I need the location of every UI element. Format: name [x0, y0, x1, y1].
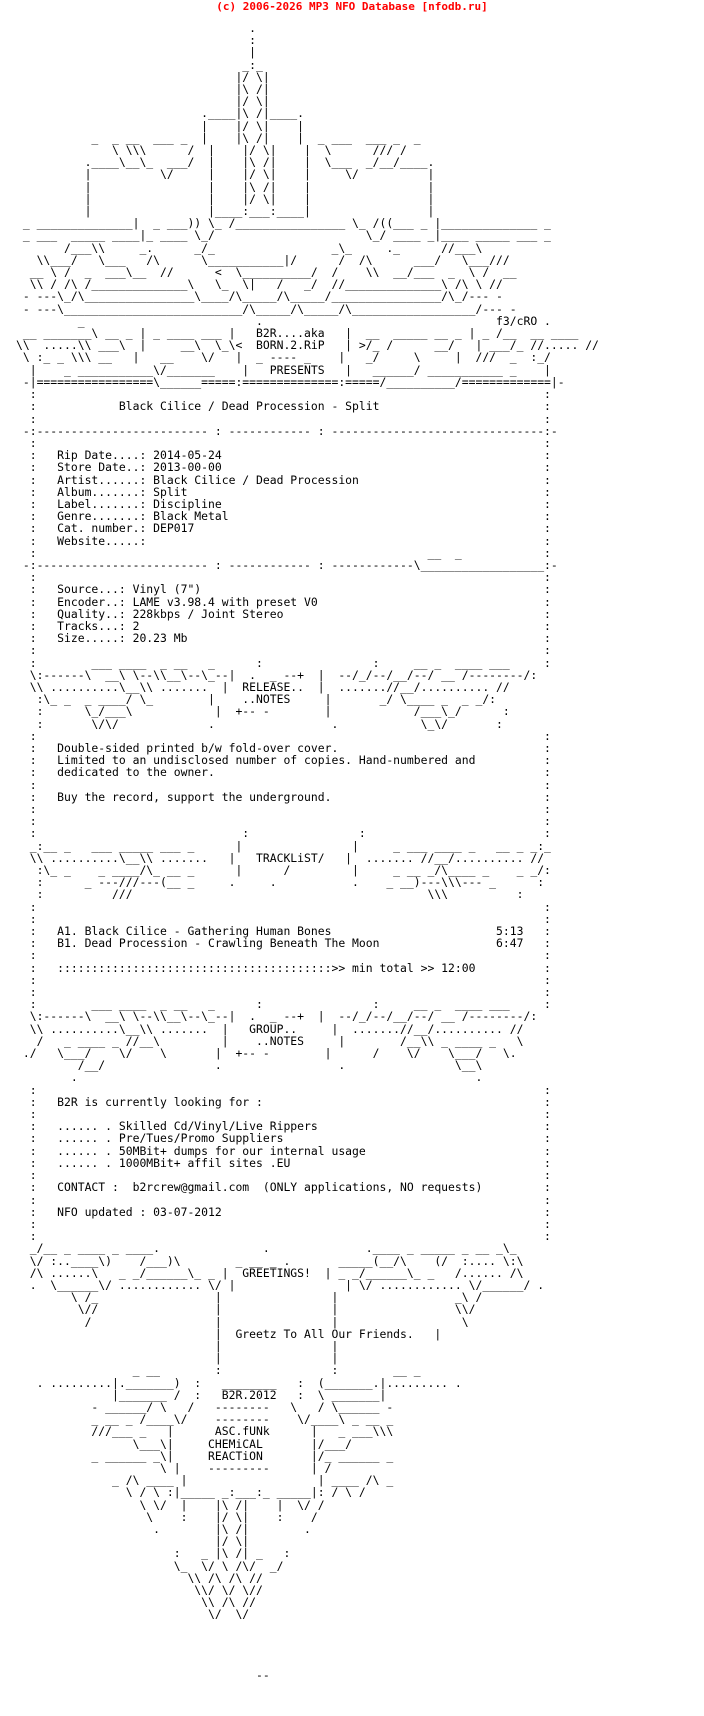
nfo-line: |\ /|: [16, 82, 270, 97]
nfo-line: \\ ..........\__\\ ....... | RELEASE.. | .......//__/.......... //: [16, 679, 510, 694]
nfo-line: _ . f3/cRO .: [16, 313, 551, 328]
nfo-line: \ :_ _ \\\ __ | __ \/ | _ ---- _ | _/ \ | /// _ :_/: [16, 350, 551, 365]
nfo-line: | |____:___:____| |: [16, 204, 435, 219]
nfo-line: : :: [16, 1216, 551, 1231]
nfo-line: |/ \|: [16, 1534, 250, 1549]
nfo-line: . .: [16, 1070, 483, 1085]
nfo-line: : Limited to an undisclosed number of copies. Hand-numbered and :: [16, 753, 551, 768]
nfo-line: : Size.....: 20.23 Mb :: [16, 631, 551, 646]
nfo-line: [16, 1645, 688, 1657]
nfo-line: : ___ ____ _ __ _ : : __ _ ____ ___ :: [16, 997, 551, 1012]
nfodb-credit-header: (c) 2006-2026 MP3 NFO Database [nfodb.ru]: [216, 0, 488, 13]
nfo-line: | | |\ /| | |: [16, 179, 435, 194]
nfo-line: \/ \/: [16, 1607, 250, 1622]
nfo-line: : :: [16, 802, 551, 816]
nfo-line: : /// \\\ :: [16, 887, 524, 902]
nfo-line: \\ /\ /\ //: [16, 1570, 263, 1585]
nfo-line: : Rip Date....: 2014-05-24 :: [16, 448, 551, 463]
nfo-line: : NFO updated : 03-07-2012 :: [16, 1204, 551, 1219]
nfo-line: \\ /\ //: [16, 1595, 257, 1610]
nfo-line: - ---\_/\________________\____/\_____/\_____/________________/\_/--- -: [16, 289, 503, 304]
nfo-line: _ ___ _____ ____|_ ____ \_/ \_/ ____ _|____ _____ ___ _: [16, 228, 551, 243]
nfo-line: : \/\/ . . \_\/ :: [16, 716, 503, 731]
nfo-line: : Website.....: :: [16, 533, 551, 548]
nfo-line: / _ ____ _ //__\ | ..NOTES | /__\\ _ ____ _ \: [16, 1033, 524, 1048]
nfo-line: : Black Cilice / Dead Procession - Split :: [16, 399, 551, 414]
nfo-line: |/ \|: [16, 69, 270, 84]
nfo-line: . |\ /| .: [16, 1521, 311, 1536]
nfo-line: _:_: [16, 57, 263, 72]
nfo-line: : :: [16, 1168, 551, 1183]
nfo-line: : :: [16, 1082, 551, 1097]
nfo-line: \ / \ :|_____ _:___:_ _____|: / \ /: [16, 1485, 366, 1500]
nfo-line: \\ ..........\__\\ ....... | GROUP.. | .......//__/.......... //: [16, 1021, 524, 1036]
nfo-line: _ ______ _\| REACTiON |/_ ______ _: [16, 1448, 394, 1463]
nfo-line: : Label.......: Discipline :: [16, 496, 551, 511]
nfo-line: [16, 1633, 688, 1645]
nfo-line: | |/ \| |: [16, 118, 305, 133]
nfo-line: : ___ ____ _ __ _ : : __ _ ____ ___ :: [16, 655, 551, 670]
nfo-line: -:------------------------- : ------------ : -------------------------------:-: [16, 423, 558, 438]
nfo-line: \\ ..........\__\\ ....... | TRACKLiST/ | ....... //__/.......... //: [16, 850, 545, 865]
nfo-line: : __ _ :: [16, 545, 551, 560]
nfo-line: : ::::::::::::::::::::::::::::::::::::::::>> min total >> 12:00 :: [16, 960, 551, 975]
nfo-line: : CONTACT : b2rcrew@gmail.com (ONLY applications, NO requests) :: [16, 1180, 551, 1195]
nfo-line: .: [16, 21, 257, 35]
nfo-line: : B1. Dead Procession - Crawling Beneath The Moon 6:47 :: [16, 936, 551, 951]
nfo-line: - ______/ \ / -------- \ / \______ -: [16, 1399, 394, 1414]
nfo-line: | |: [16, 1351, 339, 1366]
nfo-line: : \_/___\ | +-- - | /___\_/ :: [16, 704, 510, 719]
nfo-line: : :: [16, 1107, 551, 1122]
nfo-line: : _ ---///---(__ _ . . . _ __)---\\\--- _ :: [16, 875, 545, 890]
nfo-line: \\ .....\\ ___\ | __\ \_\< BORN.2.RiP | >/_ / __/ | ___/_ //..... //: [16, 338, 599, 353]
nfo-line: : :: [16, 643, 551, 658]
nfo-line: -:------------------------- : ------------ : ------------\__________________:-: [16, 557, 558, 572]
nfo-line: : ...... . 1000MBit+ affil sites .EU :: [16, 1155, 551, 1170]
nfo-line: | \/ | |/ \| | \/ |: [16, 167, 435, 182]
nfo-line: : Tracks...: 2 :: [16, 618, 551, 633]
nfo-line: \// | | \\/: [16, 1302, 476, 1317]
nfo-line: |/ \|: [16, 94, 270, 109]
nfo-line: .____|\ /|____.: [16, 106, 305, 121]
nfo-line: _:__ _ ___ _____ ___ _ | | _ ___ ____ _ __ _ _:_: [16, 838, 551, 853]
nfo-line: : Buy the record, support the underground. :: [16, 789, 551, 804]
nfo-line: : ...... . Skilled Cd/Vinyl/Live Rippers :: [16, 1119, 551, 1134]
nfo-line: ///___ _ | ASC.fUNk | _ ___\\\: [16, 1424, 394, 1439]
nfo-line: --: [16, 1668, 270, 1683]
nfo-line: _ ______________| _ ___)) \_ /________________ \_ /((___ _ |______________ _: [16, 216, 551, 231]
nfo-line: _ _ __ ___ _ | |\ /| | _ ___ ___ _ _: [16, 130, 421, 145]
nfo-line: | Greetz To All Our Friends. |: [16, 1326, 442, 1341]
nfo-line: ./ \___/ \/ \ | +-- - | / \/ \___/ \.: [16, 1046, 517, 1061]
nfo-line: \/ :..____\) /___)\ _ __ _ . _____(__/\ (/ :.... \:\: [16, 1253, 524, 1268]
nfo-line: : ...... . Pre/Tues/Promo Suppliers :: [16, 1131, 551, 1146]
nfo-line: : :: [16, 411, 551, 426]
nfo-line: : Double-sided printed b/w fold-over cover. :: [16, 740, 551, 755]
nfo-line: |_______ / : B2R.2012 : \ _______|: [16, 1387, 387, 1402]
nfo-line: : Source...: Vinyl (7") :: [16, 582, 551, 597]
nfo-line: : _ |\ /| _ :: [16, 1546, 291, 1561]
nfo-line: \_ \/ \ /\/ _/: [16, 1558, 284, 1573]
nfo-line: .____\__\_ ___/ | |\ /| | \___ _/__/____.: [16, 155, 435, 170]
nfo-line: | | |/ \| | |: [16, 191, 435, 206]
nfo-line: :\_ _ _ ____/ \_ | ..NOTES | _/ \____ _ _ _/:: [16, 692, 497, 707]
nfo-line: _ __ _ /____\/ -------- \/____\ _ __ _: [16, 1412, 394, 1427]
nfo-line: : A1. Black Cilice - Gathering Human Bones 5:13 :: [16, 924, 551, 939]
nfo-line: _ __ : : __ _: [16, 1363, 421, 1378]
nfo-line: | |: [16, 1338, 339, 1353]
nfo-line: : Album.......: Split :: [16, 484, 551, 499]
nfo-line: :: [16, 33, 257, 48]
nfo-line: : :: [16, 814, 551, 829]
nfo-line: : Quality..: 228kbps / Joint Stereo :: [16, 606, 551, 621]
nfo-line: : Store Date..: 2013-00-00 :: [16, 460, 551, 475]
nfo-line: : Artist......: Black Cilice / Dead Procession :: [16, 472, 551, 487]
nfo-line: : :: [16, 948, 551, 963]
nfo-line: : :: [16, 985, 551, 1000]
nfo-line: \ : |/ \| : /: [16, 1509, 318, 1524]
nfo-line: : :: [16, 1229, 551, 1244]
nfo-line: -|=================\______=====:==============:=====/__________/=============|-: [16, 374, 565, 389]
nfo-line: /__/ . . \__\: [16, 1058, 483, 1073]
nfo-line: :\_ _ _ ____/\_ __ _ | / | _ __ _/\____ _ _ _/:: [16, 863, 551, 878]
nfo-line: : :: [16, 387, 551, 402]
nfo-line: \ \\\ / | |/ \| | \ /// /: [16, 143, 407, 158]
nfo-line: \\/ \/ \//: [16, 1583, 263, 1597]
nfo-line: : Cat. number.: DEP017 :: [16, 521, 551, 536]
nfo-line: _/__ _ ____ _ ____. . .____ _ _____ _ __ _\_: [16, 1241, 517, 1256]
nfo-line: : :: [16, 972, 551, 987]
nfo-line: / | | \: [16, 1314, 469, 1329]
nfo-line: : B2R is currently looking for : :: [16, 1094, 551, 1109]
nfo-line: \___\| CHEMiCAL |/___/: [16, 1436, 353, 1451]
nfo-line: : Genre.......: Black Metal :: [16, 509, 551, 524]
nfo-line: : Encoder..: LAME v3.98.4 with preset V0 :: [16, 594, 551, 609]
nfo-line: __ _______\ __ _ | _ ____ ___ | B2R....aka | __ _____ __ _ | _ /__ __ ____: [16, 326, 579, 341]
nfo-line: \ \/ | |\ /| | \/ /: [16, 1497, 325, 1512]
nfo-line: |: [16, 45, 257, 60]
nfo-line: __ \ / _ ___\__ // < \__________/ / \\ __/___ _ \ / __: [16, 265, 517, 280]
nfo-line: [16, 1621, 688, 1633]
nfo-line: . .........|._______) : ________ : (_______.|......... .: [16, 1375, 462, 1390]
nfo-line: : : : :: [16, 826, 551, 841]
nfo-line: \:------\ __\ \--\\__\--\_--| . _ --+ | --/_/--/__/--/ __ /--------/:: [16, 1009, 538, 1024]
nfo-line: : ...... . 50MBit+ dumps for our internal usage :: [16, 1143, 551, 1158]
nfo-line: : dedicated to the owner. :: [16, 765, 551, 780]
nfo-line: /___\\ _. _/_ _\_ ._ //___\: [16, 240, 483, 255]
nfo-line: \\ / /\ /______________\ \_ \| / _/ //______________\ /\ \ //: [16, 277, 503, 292]
nfo-ascii-document: [16, 22, 688, 1682]
nfo-line: : :: [16, 777, 551, 792]
nfo-line: : :: [16, 899, 551, 914]
nfo-line: : :: [16, 728, 551, 743]
nfo-line: : :: [16, 911, 551, 926]
nfo-line: | _ ___________\/_______ | PRESENTS | ______/ ___________ _ |: [16, 362, 551, 377]
nfo-line: : :: [16, 1192, 551, 1207]
nfo-line: . \______\/ ............ \/ | | \/ ............ \/______/ .: [16, 1277, 545, 1292]
nfo-line: : :: [16, 435, 551, 450]
nfo-line: \\___/ \___ /\ \___________|/ / /\ ___/ \___///: [16, 252, 510, 267]
nfo-line: \ | --------- | /: [16, 1460, 332, 1475]
nfo-line: \ /_ | | _\ /: [16, 1290, 483, 1305]
nfo-line: _ /\ ____ | | ____ /\ _: [16, 1473, 394, 1488]
nfo-line: - ---\__________________________/\_____/\_____/\__________________/--- -: [16, 301, 517, 316]
nfo-line: /\ ......\ _ _/______\_ _ | GREETINGS! | _ _/______\_ _ /...... /\: [16, 1265, 524, 1280]
nfo-line: \:------\ __\ \--\\__\--\_--| . _ --+ | --/_/--/__/--/ __ /--------/:: [16, 667, 538, 682]
nfo-line: : :: [16, 570, 551, 585]
